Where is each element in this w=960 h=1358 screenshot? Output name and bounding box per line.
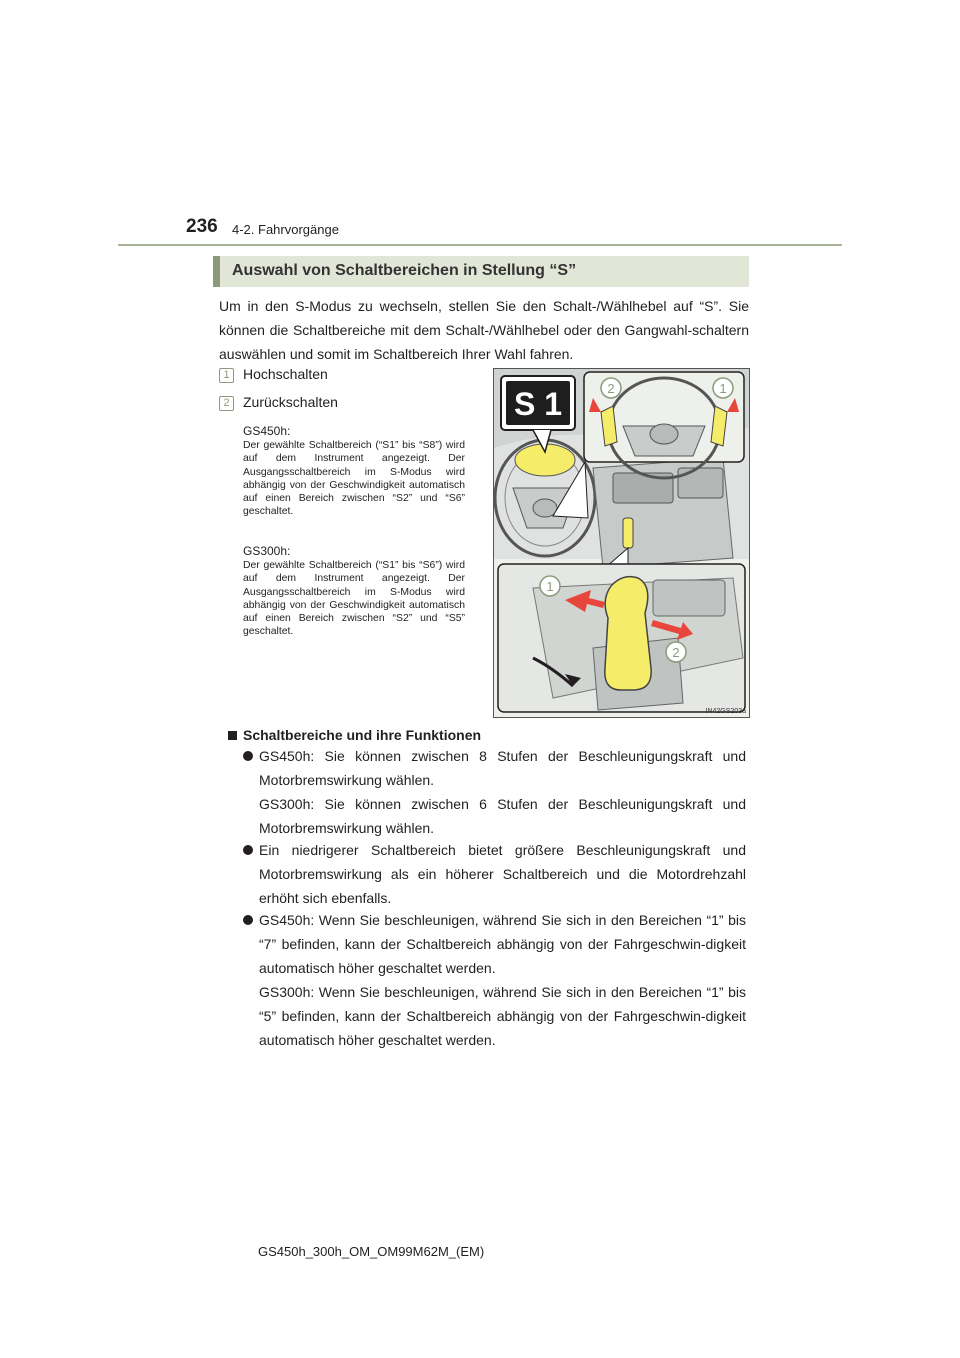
- illustration-svg: [493, 368, 750, 718]
- note-model-label: GS450h:: [243, 424, 291, 438]
- legend-upshift-label: Hochschalten: [243, 366, 328, 382]
- section-title-bar: [213, 256, 749, 287]
- bullet-item: [243, 908, 746, 1052]
- bullet-text: Ein niedrigerer Schaltbereich bietet größere Beschleunigungskraft und Motorbremswirkung als ein höherer Schaltbereich und die Motordrehzahl erhöht sich ebenfalls.: [259, 842, 746, 906]
- note-gs300h: [243, 543, 465, 639]
- intro-paragraph: Um in den S-Modus zu wechseln, stellen Sie den Schalt-/Wählhebel auf “S”. Sie können die Schaltbereiche mit dem Schalt-/Wählhebel oder den Gangwahl-schaltern auswählen und somit im Schaltbereich Ihrer Wahl fahren.: [219, 298, 749, 362]
- bullet-text: GS450h: Wenn Sie beschleunigen, während Sie sich in den Bereichen “1” bis “7” befinden, kann der Schaltbereich abhängig von der Fahrgeschwin-digkeit automatisch höher geschaltet werden.: [259, 912, 746, 976]
- bullet-text: GS450h: Sie können zwischen 8 Stufen der Beschleunigungskraft und Motorbremswirkung wählen.: [259, 748, 746, 788]
- shift-lever-knob: [605, 577, 651, 690]
- subsection-title: Schaltbereiche und ihre Funktionen: [243, 727, 482, 743]
- note-gs450h: [243, 423, 465, 519]
- number-1-icon: 1: [219, 368, 234, 383]
- shift-lever-inset: [498, 564, 745, 712]
- svg-text:1: 1: [719, 381, 727, 396]
- svg-text:2: 2: [607, 381, 615, 396]
- section-title: Auswahl von Schaltbereichen in Stellung “S”: [232, 262, 577, 279]
- bullet-dot-icon: [243, 751, 253, 761]
- document-code: GS450h_300h_OM_OM99M62M_(EM): [258, 1244, 485, 1259]
- page-number: 236: [186, 216, 218, 237]
- header-divider: [118, 244, 842, 246]
- note-text: Der gewählte Schaltbereich (“S1” bis “S8”) wird auf dem Instrument angezeigt. Der Ausgangsschaltbereich im S-Modus wird abhängig von der Geschwindigkeit automatisch auf einen Bereich zwischen “S2” und “S6” geschaltet.: [243, 440, 465, 518]
- bullet-text: GS300h: Wenn Sie beschleunigen, während Sie sich in den Bereichen “1” bis “5” befinden, kann der Schaltbereich abhängig von der Fahrgeschwin-digkeit automatisch höher geschaltet werden.: [259, 984, 746, 1048]
- bullet-text: GS300h: Sie können zwischen 6 Stufen der Beschleunigungskraft und Motorbremswirkung wählen.: [259, 796, 746, 836]
- paddle-shifter-inset: [584, 372, 744, 478]
- bullet-item: [243, 744, 746, 840]
- shift-range-illustration: [493, 368, 750, 718]
- svg-text:1: 1: [546, 579, 554, 594]
- section-label: 4-2. Fahrvorgänge: [232, 222, 339, 237]
- number-2-icon: 2: [219, 396, 234, 411]
- bullet-dot-icon: [243, 845, 253, 855]
- square-bullet-icon: [228, 731, 237, 740]
- subsection-heading: [228, 727, 481, 743]
- bullet-item: [243, 838, 746, 910]
- svg-text:2: 2: [672, 645, 680, 660]
- legend-downshift-label: Zurückschalten: [243, 394, 338, 410]
- gear-display-text: S 1: [513, 386, 563, 422]
- note-model-label: GS300h:: [243, 544, 291, 558]
- note-text: Der gewählte Schaltbereich (“S1” bis “S6”) wird auf dem Instrument angezeigt. Der Ausgangsschaltbereich im S-Modus wird abhängig von der Geschwindigkeit automatisch auf einen Bereich zwischen “S2” und “S5” geschaltet.: [243, 560, 465, 638]
- figure-code: IN42GS203a: [705, 708, 746, 715]
- bullet-dot-icon: [243, 915, 253, 925]
